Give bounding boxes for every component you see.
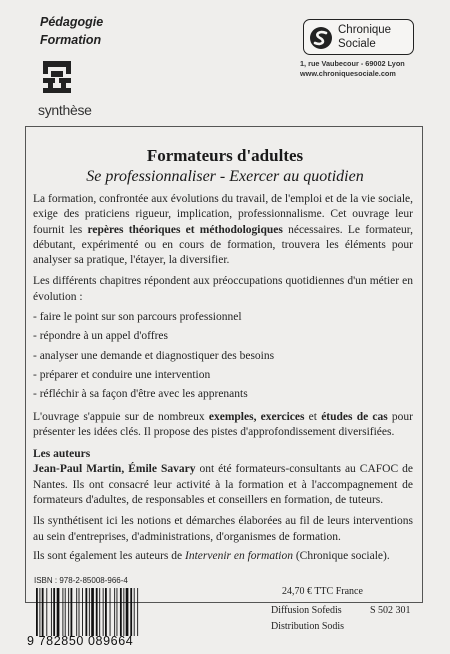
- distributor-2: Distribution Sodis: [271, 621, 345, 632]
- list-item: - répondre à un appel d'offres: [33, 330, 169, 343]
- series-line-1: Pédagogie: [40, 15, 104, 29]
- synthesis-paragraph: Ils synthétisent ici les notions et démarches élaborées au fil de leurs interventions au sein d'entreprises, d'administrations, d'organismes de formation.: [33, 515, 413, 543]
- chapters-list: [33, 310, 413, 402]
- swirl-s-logo-icon: [309, 26, 333, 50]
- barcode-digits: 9 782850 089664: [27, 634, 134, 648]
- barcode: [34, 588, 174, 636]
- book-title: Formateurs d'adultes: [146, 146, 304, 165]
- authors-text: ont été formateurs-consultants au CAFOC de Nantes. Ils ont consacré leur activité à la formation et à l'accompagnement de formateurs d'adultes, de responsables et conseillers en formation, de tuteurs.: [33, 463, 413, 507]
- distributor-code: S 502 301: [370, 605, 411, 616]
- publisher-logo-box: [303, 19, 414, 55]
- series-label: [40, 13, 103, 49]
- list-item: - analyser une demande et diagnostiquer des besoins: [33, 349, 275, 362]
- examples-text-c: et: [304, 410, 322, 423]
- intro-text-bold: repères théoriques et méthodologiques: [87, 223, 283, 236]
- intro-text-a: La formation, confrontée aux évolutions du travail, de l'emploi et de la vie sociale, exige des praticiens rigueur, implication, professionnalisme. Cet ouvrage leur fournit les: [33, 193, 413, 236]
- publisher-name-line-1: Chronique: [338, 24, 392, 36]
- stacked-blocks-icon: [42, 60, 72, 94]
- authors-paragraph: [33, 462, 413, 508]
- price-label: 24,70 € TTC France: [282, 586, 363, 597]
- authors-heading: Les auteurs: [33, 448, 91, 461]
- list-item: - faire le point sur son parcours professionnel: [33, 311, 242, 324]
- intro-paragraph: [33, 192, 413, 268]
- authors-names: Jean-Paul Martin, Émile Savary: [33, 463, 196, 476]
- isbn-label: ISBN : 978-2-85008-966-4: [34, 576, 128, 585]
- publisher-address-block: [300, 59, 405, 79]
- publisher-website: www.chroniquesociale.com: [300, 69, 396, 78]
- publisher-name-line-2: Sociale: [338, 38, 376, 50]
- other-works-text-c: (Chronique sociale).: [292, 549, 390, 562]
- examples-text-e: pour présenter les idées clés. Il propose des pistes d'approfondissement diversifiées.: [33, 410, 413, 438]
- back-cover-text: [33, 192, 413, 564]
- other-works-paragraph: [33, 549, 413, 564]
- examples-text-a: L'ouvrage s'appuie sur de nombreux: [33, 410, 209, 423]
- intro-text-c: nécessaires. Le formateur, débutant, expérimenté ou en cours de formation, trouvera les éléments pour analyser sa pratique, l'étayer, la diversifier.: [33, 223, 413, 267]
- book-subtitle: Se professionnaliser - Exercer au quotidien: [86, 168, 364, 185]
- chapters-paragraph: Les différents chapitres répondent aux préoccupations quotidiennes d'un métier en évolution :: [33, 275, 413, 303]
- examples-paragraph: [33, 410, 413, 441]
- publisher-address: 1, rue Vaubecour - 69002 Lyon: [300, 59, 405, 68]
- publisher-name: [338, 23, 391, 51]
- other-works-text-a: Ils sont également les auteurs de: [33, 549, 186, 562]
- list-item: - réfléchir à sa façon d'être avec les apprenants: [33, 388, 248, 401]
- series-line-2: Formation: [40, 33, 102, 47]
- examples-text-bold-2: études de cas: [321, 410, 388, 423]
- examples-text-bold-1: exemples, exercices: [208, 410, 305, 423]
- other-works-title: Intervenir en formation: [185, 549, 293, 562]
- distributor-1: Diffusion Sofedis: [271, 605, 342, 616]
- list-item: - préparer et conduire une intervention: [33, 368, 211, 381]
- series-subname: synthèse: [38, 102, 92, 118]
